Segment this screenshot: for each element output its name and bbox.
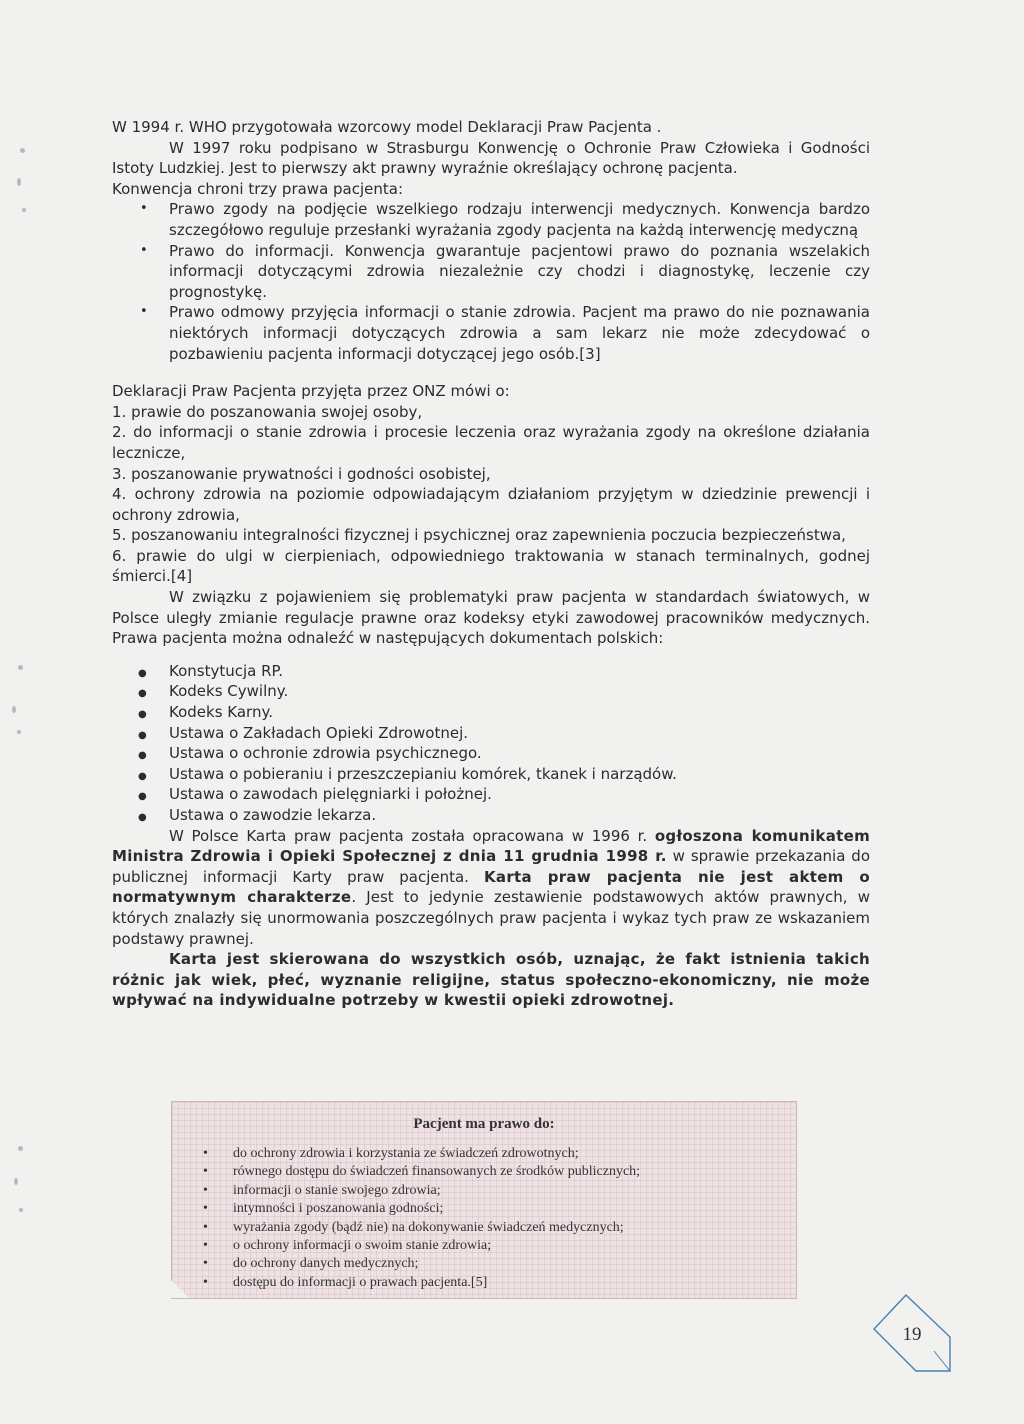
page-number: 19: [902, 1324, 922, 1345]
list-item: 3. poszanowanie prywatności i godności osobistej,: [112, 464, 491, 483]
list-item: ● Ustawa o Zakładach Opieki Zdrowotnej.: [112, 723, 870, 744]
box-folded-corner: [171, 1280, 189, 1298]
list-item: • o ochrony informacji o swoim stanie zdrowia;: [172, 1237, 796, 1255]
list-item: ● Ustawa o pobieraniu i przeszczepianiu komórek, tkanek i narządów.: [112, 764, 870, 785]
patient-rights-box: [171, 1101, 797, 1299]
list-item: • informacji o stanie swojego zdrowia;: [172, 1182, 796, 1200]
karta-scope-paragraph: Karta jest skierowana do wszystkich osób, uznając, że fakt istnienia takich różnic jak wiek, płeć, wyznanie religijne, status społeczno-ekonomiczny, nie może wpływać na indywidualne potrzeby w kwestii opieki zdrowotnej.: [112, 950, 870, 1010]
onz-heading: Deklaracji Praw Pacjenta przyjęta przez ONZ mówi o:: [112, 382, 510, 401]
box-title: Pacjent ma prawo do:: [413, 1116, 555, 1132]
list-item: ● Konstytucja RP.: [112, 661, 870, 682]
list-item: 1. prawie do poszanowania swojej osoby,: [112, 402, 423, 421]
list-item: • Prawo odmowy przyjęcia informacji o stanie zdrowia. Pacjent ma prawo do nie poznawania niektórych informacji dotyczących zdrowia a sam lekarz nie może zdecydować o pozbawieniu pacjenta informacji dotyczącej jego osób.[3]: [112, 302, 870, 364]
list-item: ● Ustawa o zawodzie lekarza.: [112, 805, 870, 826]
list-item: 4. ochrony zdrowia na poziomie odpowiadającym działaniom przyjętym w dziedzinie prewencji i ochrony zdrowia,: [112, 485, 870, 524]
list-item: 5. poszanowaniu integralności fizycznej i psychicznej oraz zapewnienia poczucia bezpieczeństwa,: [112, 526, 846, 545]
list-item: ● Ustawa o ochronie zdrowia psychicznego.: [112, 743, 870, 764]
list-item: ● Ustawa o zawodach pielęgniarki i położnej.: [112, 784, 870, 805]
list-item: • intymności i poszanowania godności;: [172, 1200, 796, 1218]
intro-rights-heading: Konwencja chroni trzy prawa pacjenta:: [112, 179, 404, 198]
list-item: • do ochrony zdrowia i korzystania ze świadczeń zdrowotnych;: [172, 1145, 796, 1163]
list-item: • Prawo do informacji. Konwencja gwarantuje pacjentowi prawo do poznania wszelakich informacji dotyczącymi zdrowia niezależnie czy chodzi i diagnostykę, leczenie czy prognostykę.: [112, 241, 870, 303]
intro-convention: W 1997 roku podpisano w Strasburgu Konwencję o Ochronie Praw Człowieka i Godności Istoty Ludzkiej. Jest to pierwszy akt prawny wyraźnie określający ochronę pacjenta.: [112, 138, 870, 178]
patient-rights-list: [172, 1145, 796, 1292]
list-item: ● Kodeks Karny.: [112, 702, 870, 723]
list-item: • do ochrony danych medycznych;: [172, 1255, 796, 1273]
polish-regulations-paragraph: W związku z pojawieniem się problematyki praw pacjenta w standardach światowych, w Polsce uległy zmianie regulacje prawne oraz kodeksy etyki zawodowej pracowników medycznych. Prawa pacjenta można odnaleźć w następujących dokumentach polskich:: [112, 588, 870, 648]
list-item: • dostępu do informacji o prawach pacjenta.[5]: [172, 1274, 796, 1292]
list-item: 2. do informacji o stanie zdrowia i procesie leczenia oraz wyrażania zgody na określone działania lecznicze,: [112, 423, 870, 462]
polish-documents-list: [112, 661, 870, 826]
main-text: [112, 117, 870, 1011]
intro-who: W 1994 r. WHO przygotowała wzorcowy model Deklaracji Praw Pacjenta .: [112, 118, 662, 136]
convention-rights-list: [112, 199, 870, 364]
list-item: • wyrażania zgody (bądź nie) na dokonywanie świadczeń medycznych;: [172, 1219, 796, 1237]
karta-paragraph: W Polsce Karta praw pacjenta została opracowana w 1996 r. ogłoszona komunikatem Ministra Zdrowia i Opieki Społecznej z dnia 11 grudnia 1998 r. w sprawie przekazania do publicznej informacji Karty praw pacjenta. Karta praw pacjenta nie jest aktem o normatywnym charakterze. Jest to jedynie zestawienie podstawowych aktów prawnych, w których znalazły się unormowania poszczególnych praw pacjenta i wykaz tych praw ze wskazaniem podstawy prawnej.: [112, 826, 870, 948]
list-item: • Prawo zgody na podjęcie wszelkiego rodzaju interwencji medycznych. Konwencja bardzo szczegółowo reguluje przesłanki wyrażania zgody pacjenta na każdą interwencję medyczną: [112, 199, 870, 240]
list-item: ● Kodeks Cywilny.: [112, 681, 870, 702]
list-item: 6. prawie do ulgi w cierpieniach, odpowiedniego traktowania w stanach terminalnych, godnej śmierci.[4]: [112, 546, 870, 586]
list-item: • równego dostępu do świadczeń finansowanych ze środków publicznych;: [172, 1163, 796, 1181]
